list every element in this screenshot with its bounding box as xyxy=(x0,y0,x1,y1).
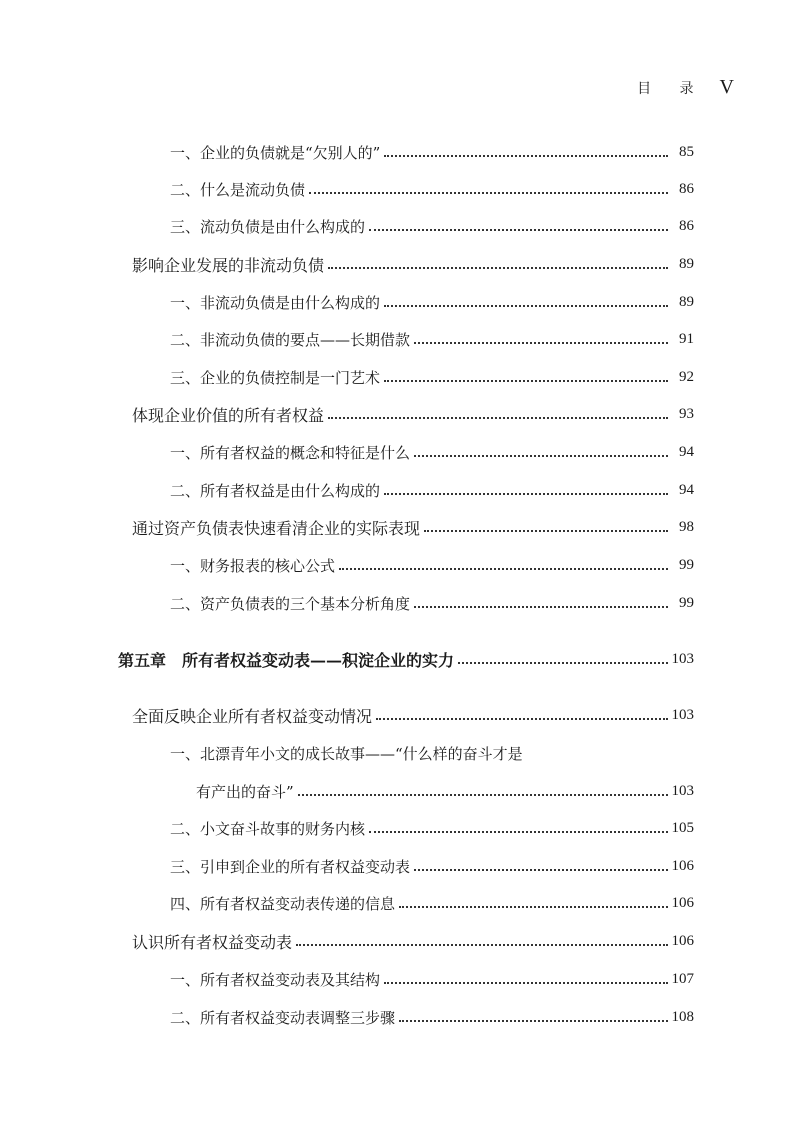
toc-entry-page: 94 xyxy=(679,481,694,498)
toc-section-entry[interactable] xyxy=(132,702,694,728)
toc-entry-title: 一、所有者权益变动表及其结构 xyxy=(170,970,381,989)
dot-leader xyxy=(384,154,668,157)
toc-entry[interactable] xyxy=(170,552,694,578)
toc-entry-page: 99 xyxy=(679,594,694,611)
toc-entry-title: 全面反映企业所有者权益变动情况 xyxy=(132,706,373,726)
dot-leader xyxy=(296,943,667,946)
toc-entry-page: 99 xyxy=(679,556,694,573)
toc-entry[interactable] xyxy=(170,176,694,202)
toc-entry[interactable] xyxy=(170,364,694,390)
dot-leader xyxy=(458,661,667,664)
toc-entry-page: 86 xyxy=(679,180,694,197)
toc-entry-title: 二、所有者权益变动表调整三步骤 xyxy=(170,1008,396,1027)
toc-entry-title: 二、资产负债表的三个基本分析角度 xyxy=(170,594,411,613)
toc-entry-title: 认识所有者权益变动表 xyxy=(132,932,293,952)
toc-entry[interactable] xyxy=(170,890,694,916)
toc-entry-page: 103 xyxy=(671,782,694,799)
toc-entry-title: 四、所有者权益变动表传递的信息 xyxy=(170,894,396,913)
dot-leader xyxy=(414,868,667,871)
toc-entry[interactable] xyxy=(170,815,694,841)
header-page-number: V xyxy=(719,76,734,98)
toc-entry-title: 三、企业的负债控制是一门艺术 xyxy=(170,368,381,387)
dot-leader xyxy=(298,793,668,796)
toc-entry[interactable] xyxy=(170,213,694,239)
toc-entry-title: 一、非流动负债是由什么构成的 xyxy=(170,293,381,312)
toc-entry-title: 影响企业发展的非流动负债 xyxy=(132,255,325,275)
dot-leader xyxy=(384,379,668,382)
toc-entry-page: 106 xyxy=(671,857,694,874)
dot-leader xyxy=(369,830,667,833)
toc-entry[interactable] xyxy=(170,590,694,616)
toc-entry-title: 三、引申到企业的所有者权益变动表 xyxy=(170,857,411,876)
toc-entry-first-line[interactable] xyxy=(170,740,523,766)
toc-section-entry[interactable] xyxy=(132,251,694,277)
toc-entry-page: 85 xyxy=(679,143,694,160)
toc-entry[interactable] xyxy=(170,139,694,165)
dot-leader xyxy=(384,304,668,307)
toc-entry[interactable] xyxy=(170,289,694,315)
dot-leader xyxy=(414,454,668,457)
toc-entry-page: 93 xyxy=(679,405,694,422)
toc-entry-page: 94 xyxy=(679,443,694,460)
toc-entry-title: 二、所有者权益是由什么构成的 xyxy=(170,481,381,500)
toc-entry-title: 一、财务报表的核心公式 xyxy=(170,556,336,575)
toc-entry-page: 92 xyxy=(679,368,694,385)
toc-entry-title: 一、所有者权益的概念和特征是什么 xyxy=(170,443,411,462)
toc-entry-page: 107 xyxy=(671,970,694,987)
dot-leader xyxy=(328,266,668,269)
toc-entry-title: 二、小文奋斗故事的财务内核 xyxy=(170,819,366,838)
toc-entry[interactable] xyxy=(170,853,694,879)
toc-section-entry[interactable] xyxy=(132,401,694,427)
toc-entry-page: 89 xyxy=(679,255,694,272)
toc-entry-page: 103 xyxy=(671,706,694,723)
toc-chapter-entry[interactable] xyxy=(118,646,694,672)
toc-entry-page: 106 xyxy=(671,932,694,949)
dot-leader xyxy=(384,981,667,984)
toc-entry-page: 105 xyxy=(671,819,694,836)
toc-section-entry[interactable] xyxy=(132,928,694,954)
toc-entry-title: 三、流动负债是由什么构成的 xyxy=(170,217,366,236)
dot-leader xyxy=(414,605,668,608)
toc-entry-continuation[interactable] xyxy=(196,778,694,804)
dot-leader xyxy=(328,416,668,419)
dot-leader xyxy=(339,567,668,570)
dot-leader xyxy=(369,228,668,231)
toc-entry-page: 106 xyxy=(671,894,694,911)
toc-entry[interactable] xyxy=(170,477,694,503)
toc-entry-page: 98 xyxy=(679,518,694,535)
header-title: 目 录 xyxy=(637,81,706,97)
toc-entry-title: 体现企业价值的所有者权益 xyxy=(132,405,325,425)
running-header xyxy=(637,76,734,99)
toc-chapter-title: 第五章 所有者权益变动表——积淀企业的实力 xyxy=(118,650,455,670)
toc-entry-title: 有产出的奋斗” xyxy=(196,782,294,801)
toc-entry[interactable] xyxy=(170,966,694,992)
toc-entry-page: 89 xyxy=(679,293,694,310)
toc-entry-page: 86 xyxy=(679,217,694,234)
dot-leader xyxy=(414,341,668,344)
toc-section-entry[interactable] xyxy=(132,514,694,540)
toc-entry-page: 108 xyxy=(671,1008,694,1025)
toc-entry-title: 二、非流动负债的要点——长期借款 xyxy=(170,330,411,349)
dot-leader xyxy=(399,905,667,908)
toc-entry-title: 一、北漂青年小文的成长故事——“什么样的奋斗才是 xyxy=(170,744,523,763)
toc-entry[interactable] xyxy=(170,439,694,465)
dot-leader xyxy=(424,529,668,532)
dot-leader xyxy=(399,1019,667,1022)
toc-entry-page: 103 xyxy=(671,650,694,667)
toc-entry-page: 91 xyxy=(679,330,694,347)
toc-entry-title: 二、什么是流动负债 xyxy=(170,180,306,199)
toc-entry-title: 一、企业的负债就是“欠别人的” xyxy=(170,143,381,162)
toc-entry[interactable] xyxy=(170,1004,694,1030)
toc-entry-title: 通过资产负债表快速看清企业的实际表现 xyxy=(132,518,421,538)
toc-entry[interactable] xyxy=(170,326,694,352)
dot-leader xyxy=(309,191,668,194)
dot-leader xyxy=(376,717,667,720)
dot-leader xyxy=(384,492,668,495)
